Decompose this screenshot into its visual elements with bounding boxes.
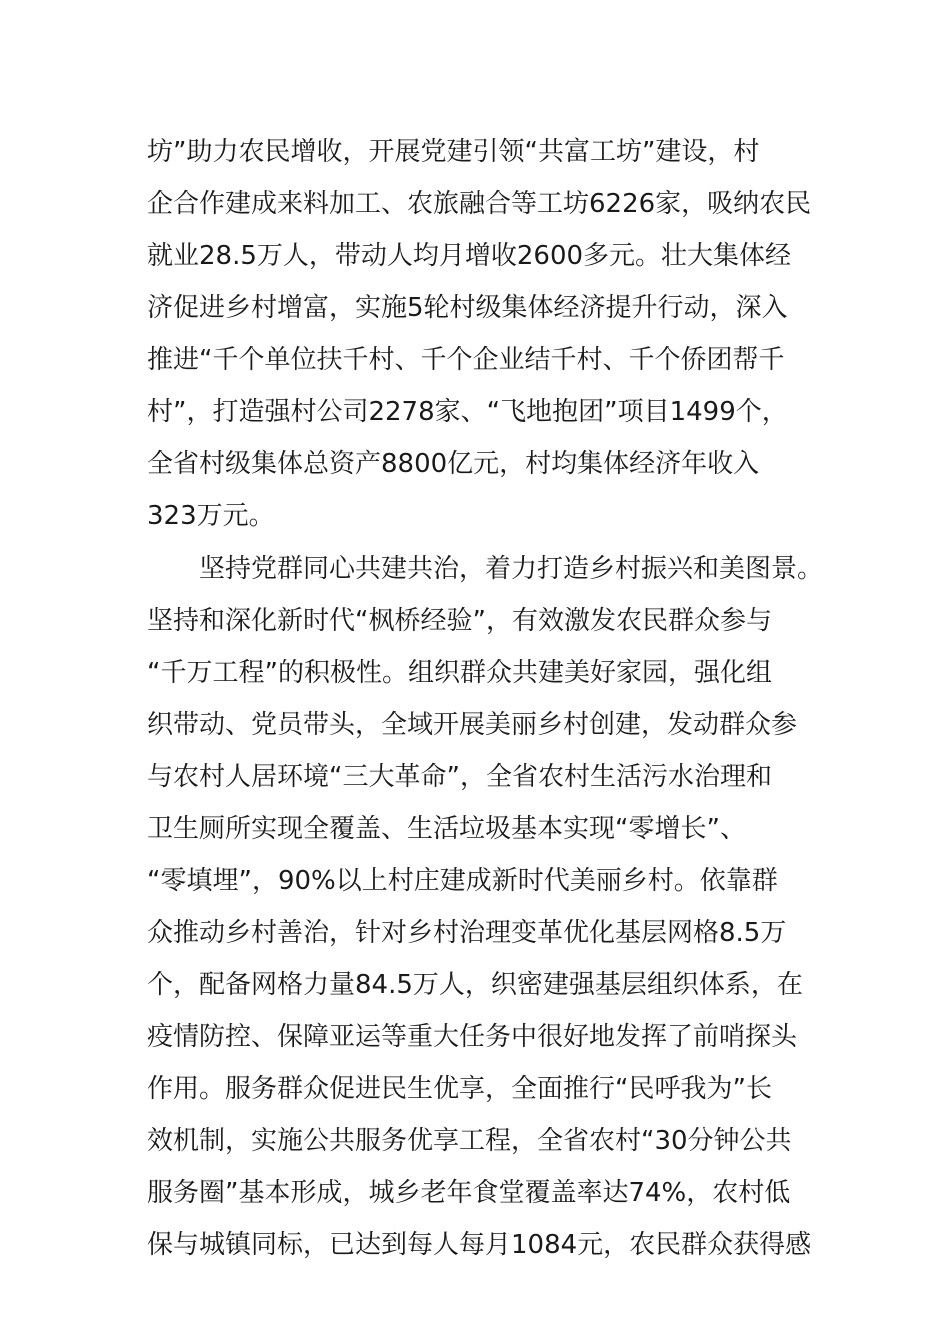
text-line: 卫生厕所实现全覆盖、生活垃圾基本实现“零增长”、	[147, 814, 746, 844]
text-line: 与农村人居环境“三大革命”，全省农村生活污水治理和	[147, 762, 772, 792]
text-line: 众推动乡村善治，针对乡村治理变革优化基层网格8.5万	[147, 918, 787, 948]
body-text	[147, 126, 824, 1271]
text-line: 推进“千个单位扶千村、千个企业结千村、千个侨团帮千	[147, 345, 785, 375]
paragraph-1	[147, 126, 817, 542]
text-line: 坚持和深化新时代“枫桥经验”，有效激发农民群众参与	[147, 606, 772, 636]
text-line: 效机制，实施公共服务优享工程，全省农村“30分钟公共	[147, 1126, 792, 1156]
text-line: 个，配备网格力量84.5万人，织密建强基层组织体系，在	[147, 970, 803, 1000]
text-line: 企合作建成来料加工、农旅融合等工坊6226家，吸纳农民	[147, 189, 812, 219]
text-line: 作用。服务群众促进民生优享，全面推行“民呼我为”长	[147, 1074, 772, 1104]
text-line: 就业28.5万人，带动人均月增收2600多元。壮大集体经	[147, 241, 792, 271]
text-line: 疫情防控、保障亚运等重大任务中很好地发挥了前哨探头	[147, 1022, 798, 1052]
text-line: 全省村级集体总资产8800亿元，村均集体经济年收入	[147, 449, 760, 479]
text-line: 坚持党群同心共建共治，着力打造乡村振兴和美图景。	[147, 554, 824, 584]
text-line: “千万工程”的积极性。组织群众共建美好家园，强化组	[147, 658, 772, 688]
text-line: 保与城镇同标，已达到每人每月1084元，农民群众获得感	[147, 1230, 812, 1260]
text-line: 济促进乡村增富，实施5轮村级集体经济提升行动，深入	[147, 293, 788, 323]
text-line: 村”，打造强村公司2278家、“飞地抱团”项目1499个，	[147, 397, 788, 427]
paragraph-2	[147, 543, 824, 1271]
text-line: 织带动、党员带头，全域开展美丽乡村创建，发动群众参	[147, 710, 798, 740]
text-line: “零填埋”，90%以上村庄建成新时代美丽乡村。依靠群	[147, 866, 778, 896]
text-line: 服务圈”基本形成，城乡老年食堂覆盖率达74%，农村低	[147, 1178, 791, 1208]
text-line: 坊”助力农民增收，开展党建引领“共富工坊”建设，村	[147, 137, 760, 167]
text-line: 323万元。	[147, 501, 275, 531]
